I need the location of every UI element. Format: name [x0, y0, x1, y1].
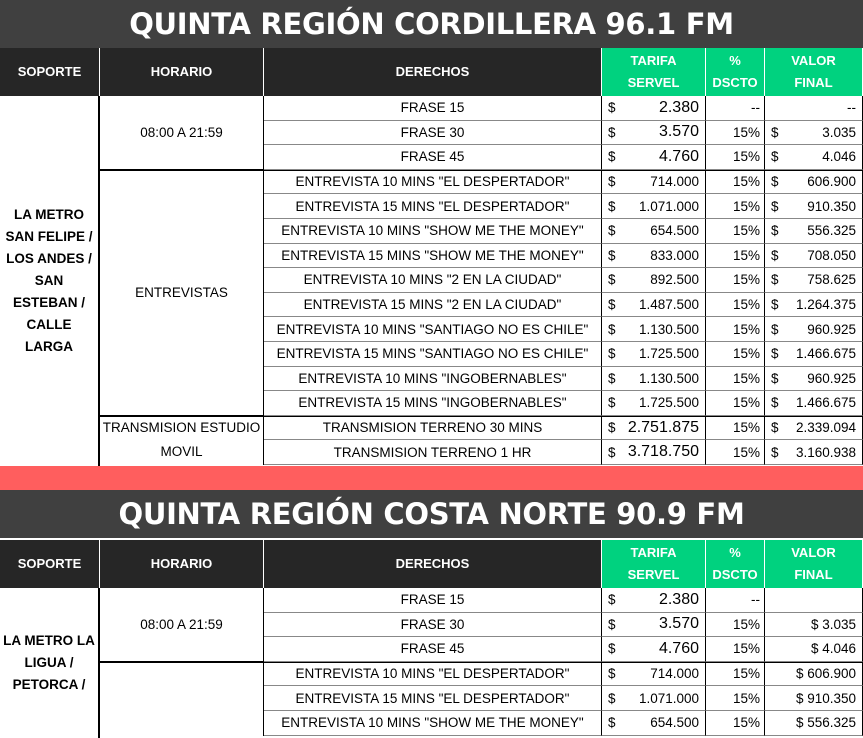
currency-symbol: $ — [608, 346, 616, 362]
tarifa-cell — [602, 194, 706, 219]
tarifa-cell — [602, 391, 706, 416]
currency-symbol: $ — [608, 174, 616, 190]
valor-value: $ 910.350 — [795, 690, 856, 706]
valor-cell — [765, 194, 863, 219]
currency-symbol: $ — [608, 297, 616, 313]
derecho-cell: ENTREVISTA 10 MINS "2 EN LA CIUDAD" — [264, 268, 602, 293]
tarifa-cell — [602, 367, 706, 392]
derecho-cell: ENTREVISTA 10 MINS "INGOBERNABLES" — [264, 367, 602, 392]
dscto-cell: 15% — [706, 219, 765, 244]
tarifa-cell — [602, 662, 706, 687]
dscto-cell: 15% — [706, 342, 765, 367]
derecho-cell: ENTREVISTA 10 MINS "EL DESPERTADOR" — [264, 170, 602, 195]
tarifa-value: 892.500 — [650, 272, 699, 288]
valor-cell — [765, 416, 863, 441]
currency-symbol: $ — [771, 124, 779, 140]
valor-cell — [765, 121, 863, 146]
dscto-cell: 15% — [706, 268, 765, 293]
currency-symbol: $ — [771, 272, 779, 288]
tarifa-value: 833.000 — [650, 247, 699, 263]
dscto-cell: 15% — [706, 391, 765, 416]
dscto-cell: 15% — [706, 416, 765, 441]
header-derechos: DERECHOS — [264, 48, 602, 96]
currency-symbol: $ — [771, 370, 779, 386]
tarifa-cell — [602, 145, 706, 170]
derecho-cell: ENTREVISTA 10 MINS "SHOW ME THE MONEY" — [264, 219, 602, 244]
tarifa-value: 1.487.500 — [638, 297, 699, 313]
tarifa-cell — [602, 686, 706, 711]
currency-symbol: $ — [771, 223, 779, 239]
valor-value: 606.900 — [807, 174, 856, 190]
derecho-cell: FRASE 45 — [264, 637, 602, 662]
currency-symbol: $ — [608, 444, 616, 460]
valor-value: 3.035 — [822, 124, 856, 140]
valor-cell — [765, 686, 863, 711]
derecho-cell: ENTREVISTA 15 MINS "EL DESPERTADOR" — [264, 686, 602, 711]
valor-cell — [765, 293, 863, 318]
header-dscto: % DSCTO — [706, 48, 765, 96]
dscto-cell: -- — [706, 96, 765, 121]
currency-symbol: $ — [608, 223, 616, 239]
currency-symbol: $ — [771, 444, 779, 460]
derecho-cell: ENTREVISTA 10 MINS "SHOW ME THE MONEY" — [264, 711, 602, 736]
valor-value: 3.160.938 — [795, 444, 856, 460]
header-derechos: DERECHOS — [264, 540, 602, 588]
valor-cell — [765, 219, 863, 244]
tarifa-value: 1.071.000 — [638, 198, 699, 214]
valor-value: $ 3.035 — [810, 616, 856, 632]
tarifa-cell — [602, 711, 706, 736]
tarifa-value: 2.380 — [658, 98, 699, 116]
tarifa-value: 3.570 — [658, 123, 699, 141]
tarifa-cell — [602, 637, 706, 662]
valor-cell — [765, 268, 863, 293]
header-valor: VALOR FINAL — [765, 48, 863, 96]
currency-symbol: $ — [608, 395, 616, 411]
derecho-cell: ENTREVISTA 15 MINS "SHOW ME THE MONEY" — [264, 244, 602, 269]
valor-cell — [765, 391, 863, 416]
dscto-cell: 15% — [706, 367, 765, 392]
currency-symbol: $ — [608, 124, 616, 140]
tarifa-value: 1.071.000 — [638, 690, 699, 706]
currency-symbol: $ — [608, 715, 616, 731]
currency-symbol: $ — [608, 666, 616, 682]
derecho-cell: ENTREVISTA 10 MINS "EL DESPERTADOR" — [264, 662, 602, 687]
currency-symbol: $ — [771, 297, 779, 313]
section-title-costa-norte: QUINTA REGIÓN COSTA NORTE 90.9 FM — [0, 490, 863, 538]
section-separator — [0, 466, 863, 490]
table-header-cordillera — [0, 48, 863, 96]
valor-cell — [765, 637, 863, 662]
currency-symbol: $ — [608, 641, 616, 657]
currency-symbol: $ — [771, 247, 779, 263]
tarifa-cell — [602, 613, 706, 638]
currency-symbol: $ — [608, 321, 616, 337]
tarifa-value: 4.760 — [658, 147, 699, 165]
dscto-cell: 15% — [706, 440, 765, 465]
tarifa-cell — [602, 219, 706, 244]
header-tarifa: TARIFA SERVEL — [602, 540, 706, 588]
dscto-cell: 15% — [706, 686, 765, 711]
valor-value: $ 606.900 — [795, 666, 856, 682]
valor-cell — [765, 96, 863, 121]
valor-cell — [765, 170, 863, 195]
horario-cell: ENTREVISTAS — [100, 170, 264, 416]
header-horario: HORARIO — [100, 540, 264, 588]
tarifa-cell — [602, 317, 706, 342]
valor-cell — [765, 662, 863, 687]
dscto-cell: 15% — [706, 293, 765, 318]
currency-symbol: $ — [608, 690, 616, 706]
currency-symbol: $ — [771, 174, 779, 190]
valor-value: 708.050 — [807, 247, 856, 263]
currency-symbol: $ — [608, 247, 616, 263]
tarifa-value: 3.570 — [658, 615, 699, 633]
derecho-cell: ENTREVISTA 15 MINS "INGOBERNABLES" — [264, 391, 602, 416]
valor-cell — [765, 317, 863, 342]
valor-value: 1.466.675 — [795, 395, 856, 411]
soporte-cell: LA METRO SAN FELIPE / LOS ANDES / SAN ESTEBAN / CALLE LARGA — [0, 96, 100, 466]
currency-symbol: $ — [771, 149, 779, 165]
valor-cell — [765, 367, 863, 392]
currency-symbol: $ — [608, 616, 616, 632]
currency-symbol: $ — [608, 100, 616, 116]
valor-value: 556.325 — [807, 223, 856, 239]
derecho-cell: ENTREVISTA 15 MINS "EL DESPERTADOR" — [264, 194, 602, 219]
tarifa-value: 1.130.500 — [638, 370, 699, 386]
dscto-cell: 15% — [706, 711, 765, 736]
tarifa-cell — [602, 121, 706, 146]
valor-value: 1.466.675 — [795, 346, 856, 362]
dscto-cell: -- — [706, 588, 765, 613]
derecho-cell: ENTREVISTA 10 MINS "SANTIAGO NO ES CHILE" — [264, 317, 602, 342]
tarifa-cell — [602, 170, 706, 195]
currency-symbol: $ — [608, 272, 616, 288]
tarifa-value: 1.130.500 — [638, 321, 699, 337]
dscto-cell: 15% — [706, 170, 765, 195]
valor-cell — [765, 588, 863, 613]
dscto-cell: 15% — [706, 662, 765, 687]
valor-cell — [765, 440, 863, 465]
derecho-cell: ENTREVISTA 15 MINS "2 EN LA CIUDAD" — [264, 293, 602, 318]
tarifa-cell — [602, 293, 706, 318]
valor-cell — [765, 342, 863, 367]
derecho-cell: TRANSMISION TERRENO 1 HR — [264, 440, 602, 465]
header-dscto: % DSCTO — [706, 540, 765, 588]
valor-value: 960.925 — [807, 321, 856, 337]
currency-symbol: $ — [771, 346, 779, 362]
tarifa-value: 1.725.500 — [638, 395, 699, 411]
horario-cell: TRANSMISION ESTUDIO MOVIL — [100, 416, 264, 465]
header-valor: VALOR FINAL — [765, 540, 863, 588]
valor-value: 910.350 — [807, 198, 856, 214]
derecho-cell: ENTREVISTA 15 MINS "SANTIAGO NO ES CHILE" — [264, 342, 602, 367]
dscto-cell: 15% — [706, 244, 765, 269]
table-header-costa-norte — [0, 540, 863, 588]
tarifa-cell — [602, 96, 706, 121]
horario-cell — [100, 662, 264, 736]
horario-cell: 08:00 A 21:59 — [100, 96, 264, 170]
tarifa-value: 4.760 — [658, 639, 699, 657]
derecho-cell: TRANSMISION TERRENO 30 MINS — [264, 416, 602, 441]
section-title-cordillera: QUINTA REGIÓN CORDILLERA 96.1 FM — [0, 0, 863, 48]
header-tarifa: TARIFA SERVEL — [602, 48, 706, 96]
valor-value: $ 4.046 — [810, 641, 856, 657]
derecho-cell: FRASE 45 — [264, 145, 602, 170]
tarifa-value: 2.751.875 — [627, 418, 699, 436]
dscto-cell: 15% — [706, 145, 765, 170]
currency-symbol: $ — [771, 198, 779, 214]
tarifa-cell — [602, 416, 706, 441]
derecho-cell: FRASE 15 — [264, 96, 602, 121]
valor-value: 960.925 — [807, 370, 856, 386]
tarifa-value: 714.000 — [650, 666, 699, 682]
dscto-cell: 15% — [706, 121, 765, 146]
dscto-cell: 15% — [706, 613, 765, 638]
currency-symbol: $ — [608, 198, 616, 214]
header-soporte: SOPORTE — [0, 540, 100, 588]
dscto-cell: 15% — [706, 637, 765, 662]
tarifa-value: 714.000 — [650, 174, 699, 190]
valor-value: 758.625 — [807, 272, 856, 288]
tarifa-cell — [602, 342, 706, 367]
valor-value: -- — [847, 100, 856, 116]
currency-symbol: $ — [608, 592, 616, 608]
derecho-cell: FRASE 15 — [264, 588, 602, 613]
currency-symbol: $ — [608, 370, 616, 386]
derecho-cell: FRASE 30 — [264, 121, 602, 146]
rates-table-costa-norte — [0, 588, 863, 738]
valor-cell — [765, 711, 863, 736]
tarifa-value: 3.718.750 — [627, 443, 699, 461]
valor-value: $ 556.325 — [795, 715, 856, 731]
tarifa-cell — [602, 588, 706, 613]
derecho-cell: FRASE 30 — [264, 613, 602, 638]
tarifa-value: 654.500 — [650, 715, 699, 731]
valor-value: 1.264.375 — [795, 297, 856, 313]
valor-cell — [765, 613, 863, 638]
valor-value: 4.046 — [822, 149, 856, 165]
currency-symbol: $ — [771, 420, 779, 436]
valor-cell — [765, 244, 863, 269]
valor-value: 2.339.094 — [795, 420, 856, 436]
header-horario: HORARIO — [100, 48, 264, 96]
tarifa-cell — [602, 440, 706, 465]
tarifa-cell — [602, 268, 706, 293]
rates-table-cordillera — [0, 96, 863, 466]
tarifa-value: 2.380 — [658, 590, 699, 608]
horario-cell: 08:00 A 21:59 — [100, 588, 264, 662]
dscto-cell: 15% — [706, 194, 765, 219]
currency-symbol: $ — [608, 149, 616, 165]
valor-cell — [765, 145, 863, 170]
tarifa-value: 654.500 — [650, 223, 699, 239]
dscto-cell: 15% — [706, 317, 765, 342]
currency-symbol: $ — [608, 420, 616, 436]
tarifa-value: 1.725.500 — [638, 346, 699, 362]
currency-symbol: $ — [771, 321, 779, 337]
header-soporte: SOPORTE — [0, 48, 100, 96]
tarifa-cell — [602, 244, 706, 269]
currency-symbol: $ — [771, 395, 779, 411]
soporte-cell: LA METRO LA LIGUA / PETORCA / — [0, 588, 100, 738]
